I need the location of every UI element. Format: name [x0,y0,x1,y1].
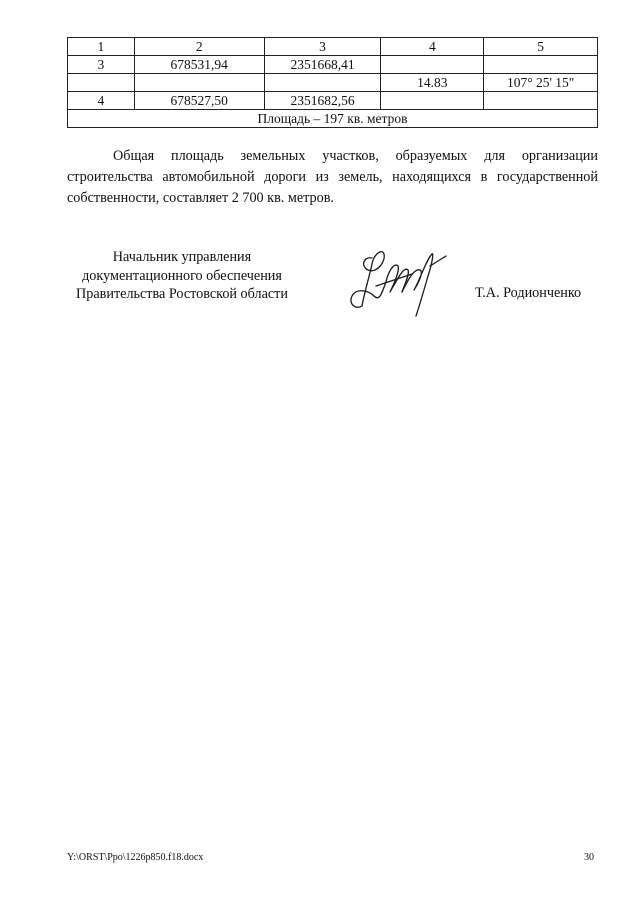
handwritten-signature [342,240,452,320]
file-path: Y:\ORST\Ppo\1226p850.f18.docx [67,852,204,863]
header-cell: 1 [68,38,135,56]
point-number: 4 [68,92,135,110]
table-row [68,74,598,92]
empty-cell [134,74,264,92]
signatory-name: Т.А. Родионченко [475,285,582,301]
empty-cell [484,56,598,74]
segment-angle: 107° 25' 15" [484,74,598,92]
header-cell: 4 [381,38,484,56]
empty-cell [381,92,484,110]
y-coordinate: 2351682,56 [264,92,381,110]
summary-paragraph: Общая площадь земельных участков, образуемых для организации строительства автомобильной дороги из земель, находящихся в государственной собственности, составляет 2 700 кв. метров. [67,148,598,206]
table-header-row [68,38,598,56]
position-line: Правительства Ростовской области [76,286,288,302]
table-area-row [68,110,598,128]
empty-cell [381,56,484,74]
y-coordinate: 2351668,41 [264,56,381,74]
empty-cell [484,92,598,110]
point-number: 3 [68,56,135,74]
position-line: Начальник управления [112,249,252,265]
empty-cell [68,74,135,92]
position-line: документационного обеспечения [82,267,282,284]
coordinates-table [67,37,598,128]
header-cell: 2 [134,38,264,56]
table-row [68,92,598,110]
signatory-position [67,248,297,304]
x-coordinate: 678527,50 [134,92,264,110]
area-total: Площадь – 197 кв. метров [68,110,598,128]
table-row [68,56,598,74]
segment-length: 14.83 [381,74,484,92]
empty-cell [264,74,381,92]
x-coordinate: 678531,94 [134,56,264,74]
page-number: 30 [584,852,594,863]
header-cell: 5 [484,38,598,56]
header-cell: 3 [264,38,381,56]
